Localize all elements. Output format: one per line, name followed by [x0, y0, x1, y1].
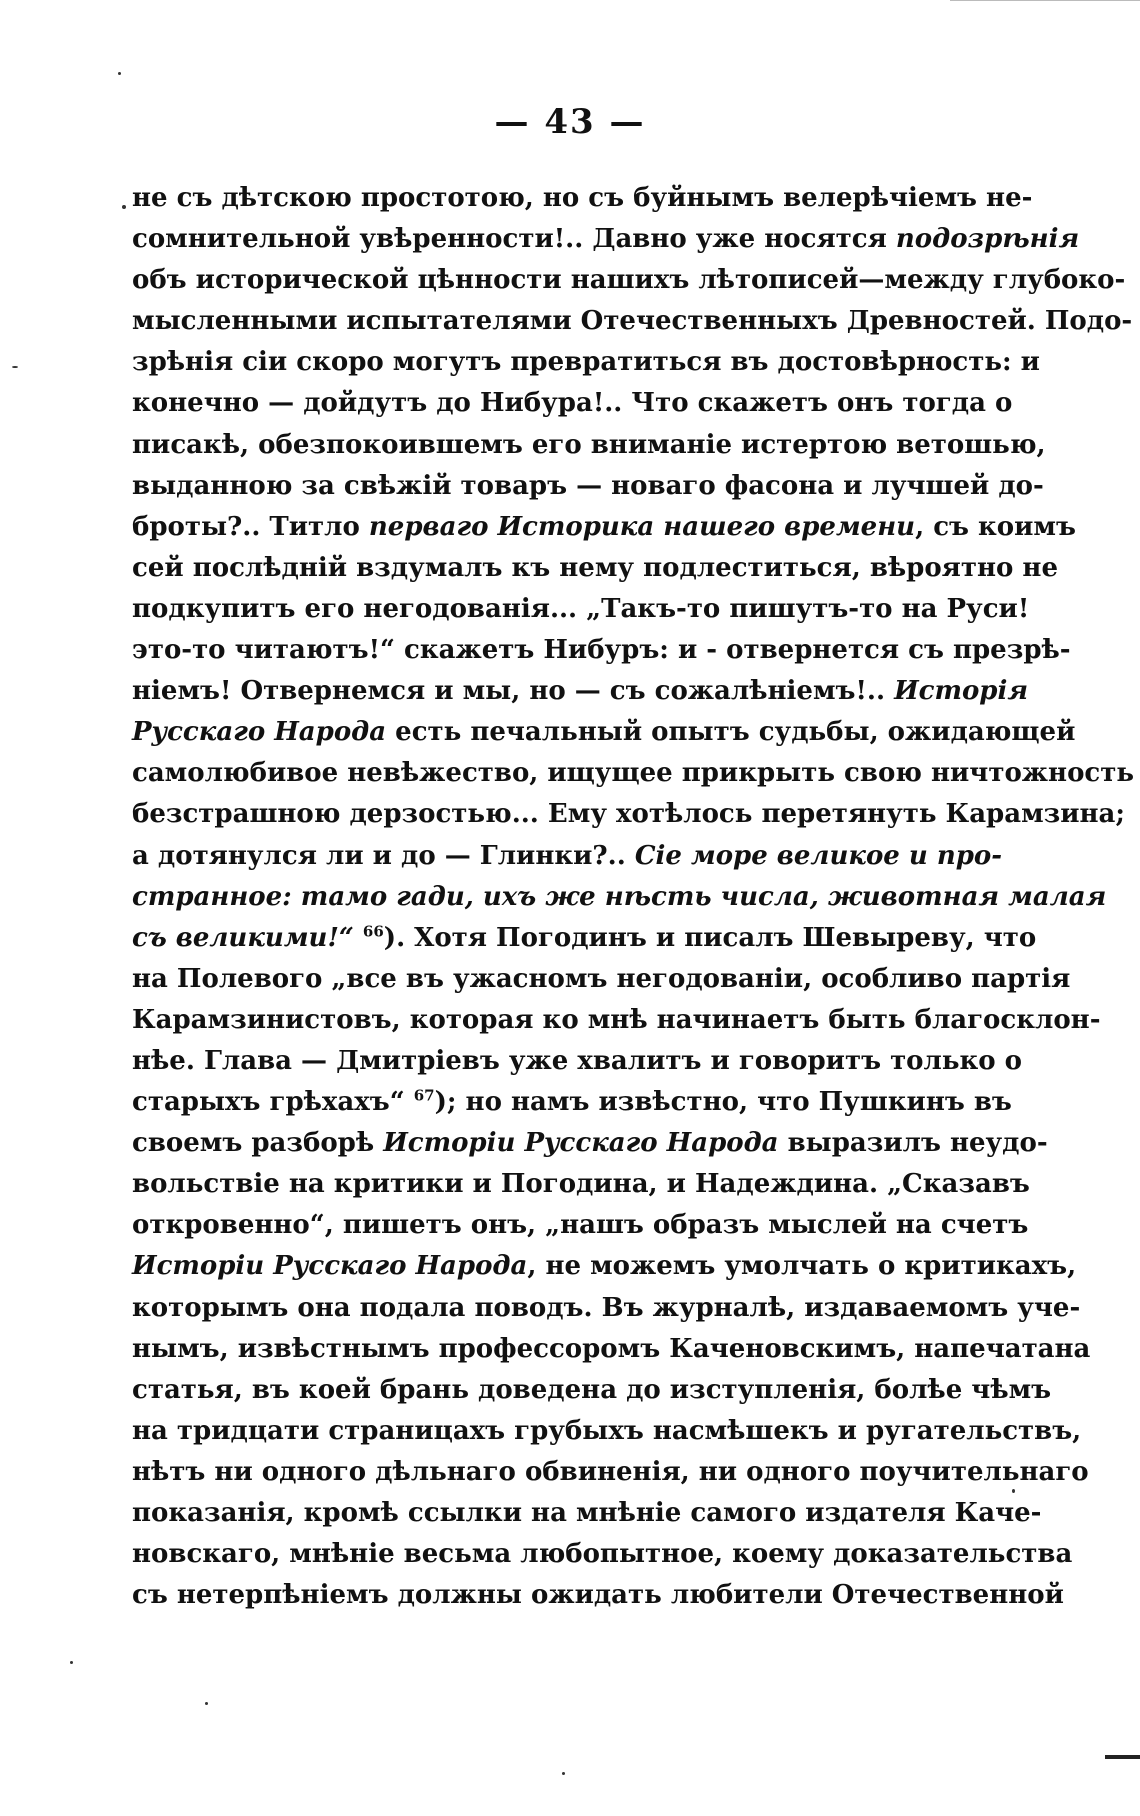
text-run: конечно — дойдутъ до Нибура!.. Что скажетъ онъ тогда о: [132, 388, 1013, 419]
scan-edge-mark: [1105, 1755, 1140, 1759]
scan-edge-mark: [950, 0, 1140, 1]
text-line: [132, 1534, 1073, 1575]
italic-text-run: перваго Историка нашего времени: [368, 511, 916, 542]
text-line: [132, 1493, 1042, 1534]
text-run: вольствіе на критики и Погодина, и Надеждина. „Сказавъ: [132, 1169, 1030, 1200]
text-line: [132, 219, 1080, 260]
text-line: [132, 466, 1044, 507]
text-line: [132, 671, 1029, 712]
italic-text-run: странное: тамо гади, ихъ же нѣсть числа, животная малая: [132, 881, 1107, 912]
italic-text-run: Исторія: [894, 676, 1029, 707]
text-run: новскаго, мнѣніе весьма любопытное, коему доказательства: [132, 1539, 1073, 1570]
italic-text-run: Русскаго Народа: [132, 717, 387, 748]
text-line: [132, 178, 1033, 219]
text-line: [132, 918, 1037, 959]
text-line: [132, 877, 1107, 918]
scan-speck: [562, 1772, 565, 1775]
italic-text-run: подозрѣнія: [895, 224, 1080, 255]
text-run: подкупитъ его негодованія... „Такъ-то пишутъ-то на Руси!: [132, 593, 1030, 624]
text-line: [132, 1370, 1052, 1411]
text-run: своемъ разборѣ: [132, 1128, 384, 1159]
text-line: [132, 507, 1076, 548]
text-run: нѣе. Глава — Дмитріевъ уже хвалитъ и говоритъ только о: [132, 1045, 1023, 1076]
text-run: объ исторической цѣнности нашихъ лѣтописей—между глубоко-: [132, 265, 1126, 296]
text-run: показанія, кромѣ ссылки на мнѣніе самого издателя Каче-: [132, 1498, 1042, 1528]
scan-speck: [12, 366, 18, 368]
text-line: [132, 589, 1030, 630]
text-line: [132, 1123, 1048, 1164]
page-number: — 43 —: [494, 102, 646, 142]
text-run: самолюбивое невѣжество, ищущее прикрыть свою ничтожность: [132, 758, 1135, 789]
text-line: [132, 1288, 1081, 1329]
italic-text-run: Сіе море великое и про-: [634, 840, 1003, 871]
text-line: [132, 1452, 1089, 1493]
text-run: мысленными испытателями Отечественныхъ Древностей. Подо-: [132, 306, 1133, 337]
text-line: [132, 712, 1076, 753]
text-run: съ нетерпѣніемъ должны ожидать любители Отечественной: [132, 1580, 1064, 1611]
text-line: [132, 1329, 1091, 1370]
footnote-reference: 66: [362, 922, 384, 941]
text-run: нымъ, извѣстнымъ профессоромъ Каченовскимъ, напечатана: [132, 1333, 1091, 1364]
text-run: зрѣнія сіи скоро могутъ превратиться въ достовѣрность: и: [132, 347, 1040, 378]
text-line: [132, 1041, 1023, 1082]
text-line: [132, 630, 1071, 671]
scan-speck: [118, 72, 121, 75]
text-line: [132, 301, 1133, 342]
text-run: а дотянулся ли и до — Глинки?..: [132, 840, 635, 871]
text-run: это-то читаютъ!“ скажетъ Нибуръ: и - отвернется съ презрѣ-: [132, 635, 1071, 666]
text-line: [132, 1082, 1012, 1123]
text-run: есть печальный опытъ судьбы, ожидающей: [386, 717, 1076, 748]
text-run: сей послѣдній вздумалъ къ нему подлеститься, вѣроятно не: [132, 552, 1058, 583]
text-run: статья, въ коей брань доведена до изступленія, болѣе чѣмъ: [132, 1374, 1052, 1405]
text-run: выразилъ неудо-: [778, 1128, 1048, 1159]
text-run: безстрашною дерзостью... Ему хотѣлось перетянуть Карамзина;: [132, 799, 1126, 830]
text-line: [132, 1000, 1101, 1041]
scan-speck: [1012, 1489, 1015, 1493]
text-run: [354, 923, 363, 953]
text-line: [132, 1246, 1077, 1287]
text-line: [132, 1205, 1029, 1246]
scan-speck: [205, 1702, 208, 1705]
text-run: писакѣ, обезпокоившемъ его вниманіе истертою ветошью,: [132, 429, 1046, 460]
text-run: старыхъ грѣхахъ“: [132, 1087, 414, 1118]
text-line: [132, 836, 1003, 877]
body-text: [132, 178, 1135, 1616]
text-run: которымъ она подала поводъ. Въ журналѣ, издаваемомъ уче-: [132, 1292, 1081, 1323]
text-line: [132, 260, 1126, 301]
text-run: выданною за свѣжій товаръ — новаго фасона и лучшей до-: [132, 470, 1044, 501]
text-run: на тридцати страницахъ грубыхъ насмѣшекъ и ругательствъ,: [132, 1415, 1082, 1446]
text-run: откровенно“, пишетъ онъ, „нашъ образъ мыслей на счетъ: [132, 1210, 1029, 1241]
text-line: [132, 959, 1071, 1000]
text-line: [132, 1411, 1082, 1452]
italic-text-run: Исторіи Русскаго Народа: [383, 1128, 779, 1159]
text-run: броты?.. Титло: [132, 511, 369, 542]
text-run: Карамзинистовъ, которая ко мнѣ начинаетъ быть благосклон-: [132, 1004, 1101, 1035]
text-run: нѣтъ ни одного дѣльнаго обвиненія, ни одного поучительнаго: [132, 1456, 1089, 1487]
text-run: , съ коимъ: [915, 511, 1076, 542]
text-line: [132, 1164, 1030, 1205]
text-run: сомнительной увѣренности!.. Давно уже носятся: [132, 224, 896, 255]
text-line: [132, 753, 1135, 794]
footnote-reference: 67: [413, 1086, 435, 1105]
text-run: , не можемъ умолчать о критикахъ,: [527, 1251, 1077, 1282]
text-line: [132, 548, 1058, 589]
text-line: [132, 342, 1040, 383]
scan-speck: [70, 1661, 73, 1664]
text-run: ). Хотя Погодинъ и писалъ Шевыреву, что: [383, 922, 1037, 953]
text-line: [132, 383, 1013, 424]
text-line: [132, 794, 1126, 835]
text-run: ); но намъ извѣстно, что Пушкинъ въ: [434, 1087, 1012, 1118]
scan-speck: [122, 205, 126, 209]
text-run: на Полевого „все въ ужасномъ негодованіи, особливо партія: [132, 963, 1071, 994]
text-run: не съ дѣтскою простотою, но съ буйнымъ велерѣчіемъ не-: [132, 183, 1033, 213]
text-line: [132, 1575, 1064, 1616]
italic-text-run: Исторіи Русскаго Народа: [132, 1251, 528, 1282]
italic-text-run: съ великими!“: [132, 922, 354, 953]
text-line: [132, 425, 1046, 466]
text-run: ніемъ! Отвернемся и мы, но — съ сожалѣніемъ!..: [132, 676, 895, 707]
